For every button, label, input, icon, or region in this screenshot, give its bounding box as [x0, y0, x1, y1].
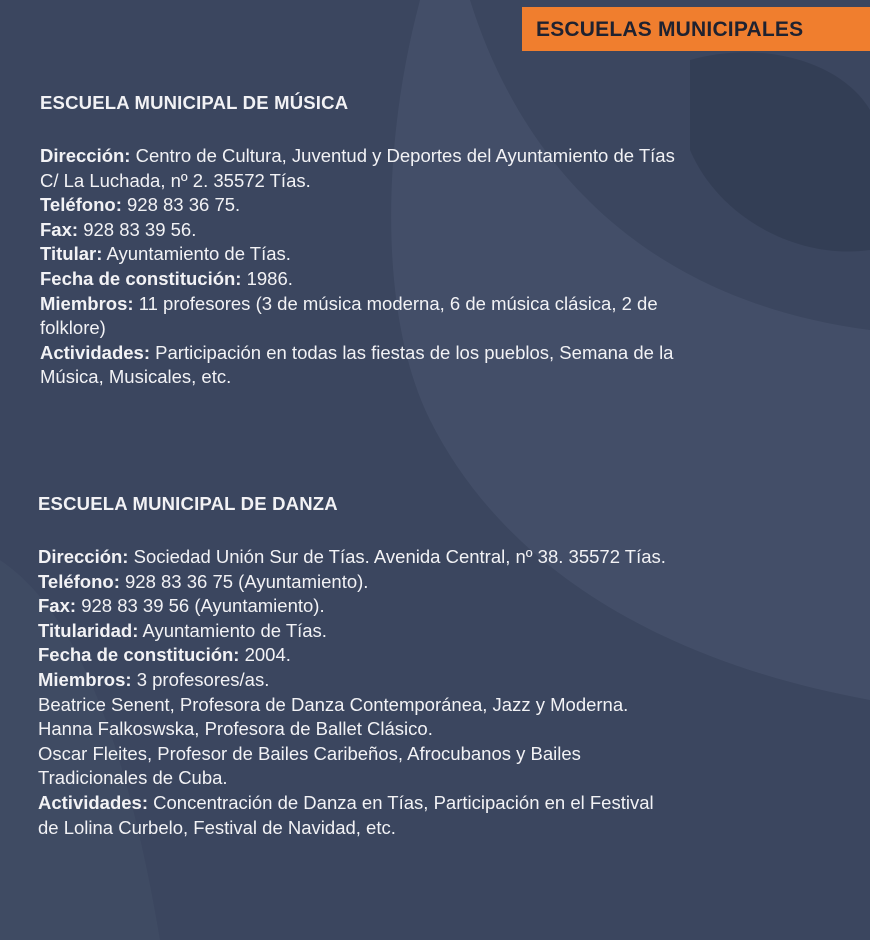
- music-direccion: [40, 144, 678, 169]
- music-school-title: ESCUELA MUNICIPAL DE MÚSICA: [40, 92, 349, 113]
- miembros-label: Miembros:: [38, 668, 132, 690]
- telefono-value: 928 83 36 75 (Ayuntamiento).: [125, 570, 369, 592]
- titularidad-value: Ayuntamiento de Tías.: [142, 619, 327, 641]
- dance-school-title: ESCUELA MUNICIPAL DE DANZA: [38, 493, 338, 514]
- actividades-label: Actividades:: [40, 341, 151, 363]
- direccion-label: Dirección:: [38, 546, 129, 567]
- actividades-value: Participación en todas las fiestas de los pueblos, Semana de la Música, Musicales, etc.: [40, 341, 674, 388]
- music-address: C/ La Luchada, nº 2. 35572 Tías.: [40, 169, 311, 191]
- teacher-entry: Oscar Fleites, Profesor de Bailes Caribeños, Afrocubanos y Bailes Tradicionales de Cuba.: [38, 742, 581, 789]
- direccion-value: Sociedad Unión Sur de Tías. Avenida Central, nº 38. 35572 Tías.: [133, 546, 666, 567]
- fecha-label: Fecha de constitución:: [40, 267, 242, 289]
- titularidad-label: Titularidad:: [38, 619, 139, 641]
- telefono-label: Teléfono:: [38, 570, 120, 592]
- dance-fecha: [38, 643, 678, 668]
- telefono-value: 928 83 36 75.: [127, 194, 241, 216]
- miembros-value: 11 profesores (3 de música moderna, 6 de música clásica, 2 de folklore): [40, 292, 658, 339]
- dance-school-details: [38, 545, 678, 840]
- fecha-value: 2004.: [244, 644, 291, 666]
- fax-value: 928 83 39 56.: [83, 218, 197, 240]
- dance-telefono: [38, 570, 678, 595]
- titular-label: Titular:: [40, 243, 103, 265]
- music-school-section: [38, 92, 678, 390]
- dance-school-section: [38, 493, 678, 840]
- fecha-label: Fecha de constitución:: [38, 644, 240, 666]
- actividades-label: Actividades:: [38, 791, 149, 813]
- dance-miembros: [38, 668, 678, 693]
- dance-titularidad: [38, 619, 678, 644]
- music-fecha: [40, 267, 678, 292]
- fecha-value: 1986.: [246, 267, 293, 289]
- section-tag: ESCUELAS MUNICIPALES: [522, 7, 870, 51]
- actividades-value: Concentración de Danza en Tías, Participación en el Festival de Lolina Curbelo, Festival de Navidad, etc.: [38, 791, 654, 838]
- dance-actividades: [38, 791, 678, 840]
- fax-value: 928 83 39 56 (Ayuntamiento).: [81, 595, 325, 617]
- titular-value: Ayuntamiento de Tías.: [106, 243, 291, 265]
- fax-label: Fax:: [40, 218, 79, 240]
- direccion-value: Centro de Cultura, Juventud y Deportes del Ayuntamiento de Tías: [135, 145, 675, 166]
- miembros-value: 3 profesores/as.: [136, 668, 270, 690]
- music-miembros: [40, 292, 678, 341]
- direccion-label: Dirección:: [40, 145, 131, 166]
- dance-direccion: [38, 545, 678, 570]
- teacher-entry: Hanna Falkoswska, Profesora de Ballet Clásico.: [38, 718, 433, 740]
- music-school-details: [38, 144, 678, 390]
- music-titular: [40, 242, 678, 267]
- music-telefono: [40, 193, 678, 218]
- dance-fax: [38, 594, 678, 619]
- teacher-entry: Beatrice Senent, Profesora de Danza Contemporánea, Jazz y Moderna.: [38, 693, 629, 715]
- miembros-label: Miembros:: [40, 292, 134, 314]
- telefono-label: Teléfono:: [40, 194, 122, 216]
- music-fax: [40, 218, 678, 243]
- fax-label: Fax:: [38, 595, 77, 617]
- music-actividades: [40, 341, 678, 390]
